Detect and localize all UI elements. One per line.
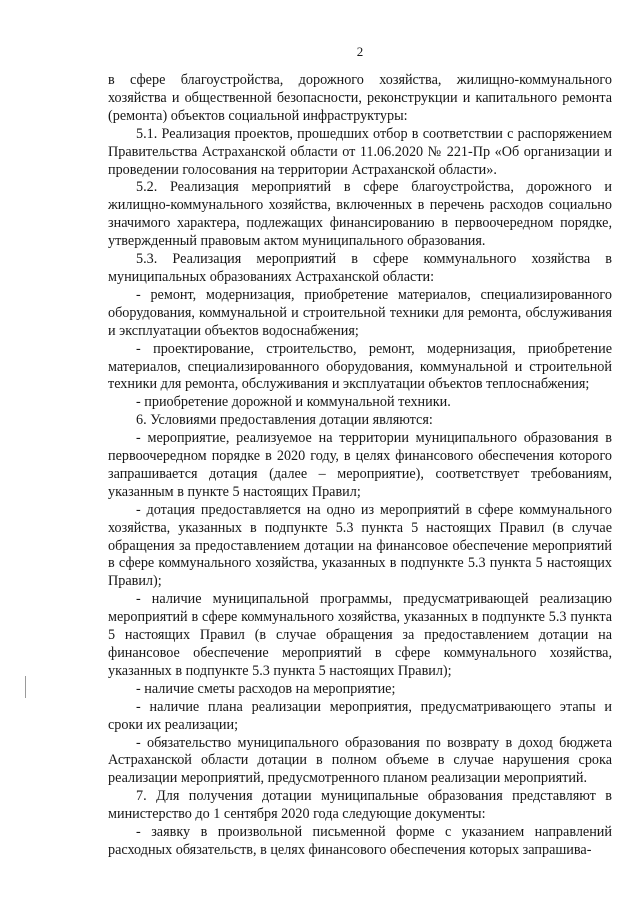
paragraph: - проектирование, строительство, ремонт, модернизация, приобретение материалов, специализированного оборудования, коммунальной и строительной техники для ремонта, обслуживания и эксплуатации объектов теплоснабжения; [108, 340, 612, 393]
page-number: 2 [356, 44, 364, 59]
document-body [108, 72, 612, 860]
paragraph: - обязательство муниципального образования по возврату в доход бюджета Астраханской области дотации в полном объеме в случае нарушения срока реализации мероприятий, предусмотренного планом реализации мероприятий. [108, 734, 612, 787]
paragraph: - приобретение дорожной и коммунальной техники. [136, 394, 451, 411]
paragraph: 5.1. Реализация проектов, прошедших отбор в соответствии с распоряжением Правительства Астраханской области от 11.06.2020 № 221-Пр «Об организации и проведении голосования на территории Астраханской области». [108, 125, 612, 178]
paragraph: 5.2. Реализация мероприятий в сфере благоустройства, дорожного и жилищно-коммунального хозяйства, включенных в перечень расходов социально значимого характера, подлежащих финансированию в первоочередном порядке, утвержденный правовым актом муниципального образования. [108, 179, 612, 250]
paragraph: - мероприятие, реализуемое на территории муниципального образования в первоочередном порядке в 2020 году, в целях финансового обеспечения которого запрашивается дотация (далее – мероприятие), соответствует требованиям, указанным в пункте 5 настоящих Правил; [108, 430, 612, 500]
paragraph: - ремонт, модернизация, приобретение материалов, специализированного оборудования, коммунальной и строительной техники для ремонта, обслуживания и эксплуатации объектов водоснабжения; [108, 286, 612, 339]
paragraph: - наличие сметы расходов на мероприятие; [136, 680, 396, 697]
paragraph: - дотация предоставляется на одно из мероприятий в сфере коммунального хозяйства, указанных в подпункте 5.3 пункта 5 настоящих Правил (в случае обращения за предоставлением дотации на финансовое обеспечение мероприятий в сфере коммунального хозяйства, указанных в подпункте 5.3 пункта 5 настоящих Правил); [108, 501, 612, 590]
paragraph: - наличие плана реализации мероприятия, предусматривающего этапы и сроки их реализации; [108, 698, 612, 733]
paragraph: 6. Условиями предоставления дотации являются: [136, 412, 433, 429]
paragraph: - наличие муниципальной программы, предусматривающей реализацию мероприятий в сфере коммунального хозяйства, указанных в подпункте 5.3 пункта 5 настоящих Правил (в случае обращения за предоставлением дотации на финансовое обеспечение мероприятий в сфере коммунального хозяйства, указанных в подпункте 5.3 пункта 5 настоящих Правил); [108, 591, 612, 679]
margin-mark [25, 676, 26, 698]
paragraph: 7. Для получения дотации муниципальные образования представляют в министерство до 1 сентября 2020 года следующие документы: [108, 788, 612, 823]
paragraph: в сфере благоустройства, дорожного хозяйства, жилищно-коммунального хозяйства и общественной безопасности, реконструкции и капитального ремонта (ремонта) объектов социальной инфраструктуры: [108, 72, 612, 124]
paragraph: 5.3. Реализация мероприятий в сфере коммунального хозяйства в муниципальных образованиях Астраханской области: [108, 251, 612, 285]
paragraph: - заявку в произвольной письменной форме с указанием направлений расходных обязательств, в целях финансового обеспечения которых запрашива- [108, 824, 612, 858]
